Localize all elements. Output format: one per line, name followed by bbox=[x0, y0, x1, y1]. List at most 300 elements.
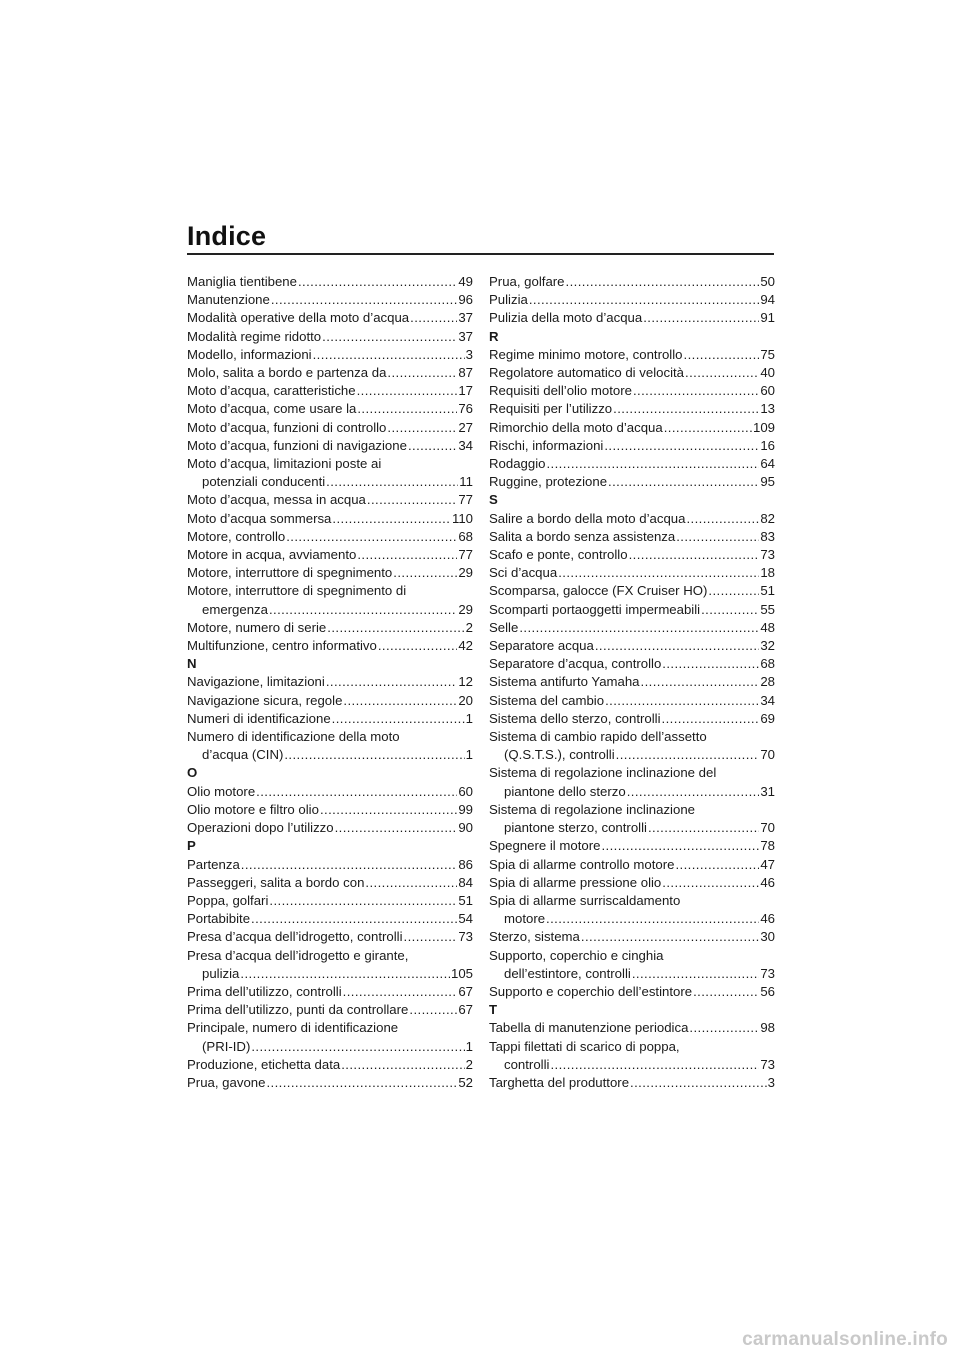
index-entry bbox=[489, 564, 775, 582]
index-page-number: 1 bbox=[465, 1038, 473, 1054]
index-page-number: 94 bbox=[760, 292, 775, 308]
index-entry bbox=[489, 419, 775, 437]
index-entry bbox=[489, 273, 775, 291]
index-page-number: 55 bbox=[760, 601, 775, 617]
index-entry-text: Separatore d’acqua, controllo bbox=[489, 656, 662, 672]
dot-leader bbox=[630, 1074, 767, 1092]
index-entry-text: motore bbox=[504, 911, 546, 927]
index-entry-text: Scafo e ponte, controllo bbox=[489, 547, 628, 563]
dot-leader bbox=[256, 783, 457, 801]
index-page-number: 77 bbox=[458, 547, 473, 563]
index-entry-text: piantone dello sterzo bbox=[504, 783, 626, 799]
index-entry bbox=[489, 382, 775, 400]
dot-leader bbox=[332, 710, 465, 728]
dot-leader bbox=[357, 382, 458, 400]
index-page-number: 73 bbox=[760, 1056, 775, 1072]
index-page-number: 73 bbox=[760, 547, 775, 563]
index-page-number: 49 bbox=[458, 274, 473, 289]
index-entry bbox=[489, 983, 775, 1001]
index-page-number: 67 bbox=[458, 983, 473, 999]
index-page-number: 70 bbox=[760, 820, 775, 836]
dot-leader bbox=[251, 910, 457, 928]
index-entry-text: Pulizia bbox=[489, 292, 528, 308]
index-page-number: 29 bbox=[458, 601, 473, 617]
index-entry-text: Targhetta del produttore bbox=[489, 1074, 630, 1090]
index-entry bbox=[187, 419, 473, 437]
index-entry-text: piantone sterzo, controlli bbox=[504, 820, 647, 836]
index-page-number: 11 bbox=[459, 474, 473, 490]
index-entry-text: Sistema di regolazione inclinazione bbox=[489, 801, 695, 817]
index-entry-text: Modalità regime ridotto bbox=[187, 328, 322, 344]
index-page-number: 83 bbox=[760, 528, 775, 544]
index-entry-text: pulizia bbox=[202, 965, 240, 981]
dot-leader bbox=[269, 892, 457, 910]
index-entry-text: Navigazione, limitazioni bbox=[187, 674, 325, 690]
index-page-number: 20 bbox=[458, 692, 473, 708]
title-rule bbox=[187, 253, 774, 255]
dot-leader bbox=[662, 874, 759, 892]
index-entry-text: Motore in acqua, avviamento bbox=[187, 547, 357, 563]
index-entry bbox=[187, 619, 473, 637]
index-page-number: 2 bbox=[465, 1056, 473, 1072]
dot-leader bbox=[326, 473, 458, 491]
index-entry-text: Tabella di manutenzione periodica bbox=[489, 1020, 689, 1036]
index-page-number: 16 bbox=[760, 437, 775, 453]
index-entry bbox=[187, 273, 473, 291]
dot-leader bbox=[322, 328, 457, 346]
dot-leader bbox=[393, 564, 457, 582]
index-entry bbox=[187, 801, 473, 819]
dot-leader bbox=[686, 510, 759, 528]
dot-leader bbox=[326, 673, 458, 691]
index-page-number: 51 bbox=[760, 583, 775, 599]
index-entry bbox=[187, 382, 473, 400]
index-entry-text: Sistema di regolazione inclinazione del bbox=[489, 765, 717, 781]
dot-leader bbox=[648, 819, 759, 837]
index-page-number: 34 bbox=[458, 437, 473, 453]
index-entry bbox=[187, 364, 473, 382]
index-entry bbox=[187, 437, 473, 455]
index-entry bbox=[187, 947, 473, 983]
index-entry bbox=[489, 928, 775, 946]
index-entry bbox=[187, 673, 473, 691]
index-entry-text: Salire a bordo della moto d’acqua bbox=[489, 510, 686, 526]
index-entry bbox=[187, 546, 473, 564]
dot-leader bbox=[627, 783, 760, 801]
dot-leader bbox=[241, 856, 458, 874]
index-page-number: 91 bbox=[760, 310, 775, 326]
index-page-number: 77 bbox=[458, 492, 473, 508]
dot-leader bbox=[633, 382, 759, 400]
index-entry bbox=[187, 510, 473, 528]
index-page-number: 52 bbox=[458, 1074, 473, 1090]
index-entry-text: Produzione, etichetta data bbox=[187, 1056, 341, 1072]
index-entry-text: Navigazione sicura, regole bbox=[187, 692, 343, 708]
index-entry-text: dell’estintore, controlli bbox=[504, 965, 631, 981]
index-entry-text: Spegnere il motore bbox=[489, 838, 601, 854]
index-letter-heading: S bbox=[489, 492, 498, 508]
index-letter-heading: R bbox=[489, 328, 499, 344]
index-entry-text: Principale, numero di identificazione bbox=[187, 1020, 399, 1036]
dot-leader bbox=[693, 983, 759, 1001]
index-entry bbox=[489, 473, 775, 491]
index-entry bbox=[489, 510, 775, 528]
index-entry bbox=[187, 400, 473, 418]
index-entry bbox=[489, 291, 775, 309]
index-page-number: 98 bbox=[760, 1020, 775, 1036]
index-entry-text: Supporto e coperchio dell’estintore bbox=[489, 983, 693, 999]
index-page-number: 105 bbox=[450, 965, 473, 981]
index-entry bbox=[187, 856, 473, 874]
index-entry bbox=[187, 491, 473, 509]
dot-leader bbox=[271, 291, 457, 309]
index-column-right bbox=[489, 273, 775, 1092]
dot-leader bbox=[387, 419, 457, 437]
index-entry-text: Rischi, informazioni bbox=[489, 437, 604, 453]
index-entry-text: Rimorchio della moto d’acqua bbox=[489, 419, 663, 435]
index-page-number: 110 bbox=[451, 510, 473, 526]
dot-leader bbox=[251, 1038, 464, 1056]
watermark: carmanualsonline.info bbox=[742, 1329, 948, 1350]
index-entry bbox=[187, 892, 473, 910]
index-page-number: 50 bbox=[760, 274, 775, 289]
dot-leader bbox=[546, 455, 759, 473]
index-page-number: 51 bbox=[458, 892, 473, 908]
index-page-number: 48 bbox=[760, 619, 775, 635]
index-entry bbox=[489, 1019, 775, 1037]
index-entry bbox=[489, 455, 775, 473]
dot-leader bbox=[662, 655, 759, 673]
dot-leader bbox=[613, 400, 759, 418]
index-entry-text: Manutenzione bbox=[187, 292, 270, 308]
dot-leader bbox=[313, 346, 465, 364]
dot-leader bbox=[664, 419, 752, 437]
index-page-number: 30 bbox=[760, 929, 775, 945]
index-entry-text: Maniglia tientibene bbox=[187, 274, 297, 289]
index-page-number: 54 bbox=[458, 911, 473, 927]
dot-leader bbox=[546, 910, 759, 928]
index-entry-text: Olio motore bbox=[187, 783, 256, 799]
index-entry-text: Modalità operative della moto d’acqua bbox=[187, 310, 410, 326]
index-entry-text: Rodaggio bbox=[489, 456, 546, 472]
index-page-number: 86 bbox=[458, 856, 473, 872]
index-entry-text: Motore, interruttore di spegnimento bbox=[187, 565, 393, 581]
index-entry bbox=[187, 328, 473, 346]
index-entry bbox=[489, 619, 775, 637]
index-page-number: 42 bbox=[458, 638, 473, 654]
dot-leader bbox=[269, 601, 457, 619]
index-entry-text: Operazioni dopo l’utilizzo bbox=[187, 820, 334, 836]
index-entry bbox=[489, 692, 775, 710]
index-page-number: 69 bbox=[760, 710, 775, 726]
index-letter-heading: N bbox=[187, 656, 197, 672]
index-entry bbox=[187, 874, 473, 892]
index-entry bbox=[187, 564, 473, 582]
index-entry bbox=[187, 1074, 473, 1092]
index-page-number: 96 bbox=[458, 292, 473, 308]
index-entry bbox=[187, 291, 473, 309]
dot-leader bbox=[357, 400, 457, 418]
index-entry-text: Requisiti dell’olio motore bbox=[489, 383, 632, 399]
index-page-number: 2 bbox=[465, 619, 473, 635]
dot-leader bbox=[685, 364, 759, 382]
dot-leader bbox=[341, 1056, 464, 1074]
index-page-number: 82 bbox=[760, 510, 775, 526]
index-entry-text: Moto d’acqua, limitazioni poste ai bbox=[187, 456, 382, 472]
dot-leader bbox=[332, 510, 451, 528]
dot-leader bbox=[629, 546, 760, 564]
index-entry-text: Supporto, coperchio e cinghia bbox=[489, 947, 664, 963]
index-page-number: 29 bbox=[458, 565, 473, 581]
index-entry-text: Regime minimo motore, controllo bbox=[489, 346, 683, 362]
dot-leader bbox=[343, 692, 457, 710]
index-entry bbox=[489, 947, 775, 983]
index-entry bbox=[489, 764, 775, 800]
index-page-number: 68 bbox=[458, 528, 473, 544]
dot-leader bbox=[684, 346, 760, 364]
dot-leader bbox=[240, 965, 450, 983]
dot-leader bbox=[701, 601, 759, 619]
index-entry bbox=[187, 309, 473, 327]
dot-leader bbox=[708, 582, 759, 600]
index-entry bbox=[187, 910, 473, 928]
index-column-left bbox=[187, 273, 473, 1092]
index-entry-text: Sistema del cambio bbox=[489, 692, 605, 708]
index-page-number: 70 bbox=[760, 747, 775, 763]
index-entry bbox=[187, 1056, 473, 1074]
dot-leader bbox=[601, 837, 759, 855]
index-entry-text: Separatore acqua bbox=[489, 638, 594, 654]
index-page-number: 28 bbox=[760, 674, 775, 690]
index-entry-text: Numero di identificazione della moto bbox=[187, 729, 400, 745]
index-entry-text: Tappi filettati di scarico di poppa, bbox=[489, 1038, 680, 1054]
index-page-number: 60 bbox=[760, 383, 775, 399]
index-entry bbox=[489, 655, 775, 673]
index-entry-text: Moto d’acqua, messa in acqua bbox=[187, 492, 366, 508]
index-page-number: 37 bbox=[458, 328, 473, 344]
index-letter-heading: O bbox=[187, 765, 198, 781]
dot-leader bbox=[581, 928, 759, 946]
index-page-number: 75 bbox=[760, 346, 775, 362]
index-entry-text: Prua, gavone bbox=[187, 1074, 266, 1090]
index-entry bbox=[489, 892, 775, 928]
index-entry-text: Portabibite bbox=[187, 911, 251, 927]
index-page-number: 64 bbox=[760, 456, 775, 472]
dot-leader bbox=[689, 1019, 759, 1037]
index-entry bbox=[187, 710, 473, 728]
index-page-number: 109 bbox=[752, 419, 775, 435]
dot-leader bbox=[404, 928, 458, 946]
index-page-number: 3 bbox=[767, 1074, 775, 1090]
index-entry-text: Prua, golfare bbox=[489, 274, 565, 289]
index-page-number: 18 bbox=[760, 565, 775, 581]
index-entry-text: Sistema di cambio rapido dell’assetto bbox=[489, 729, 707, 745]
index-page-number: 73 bbox=[458, 929, 473, 945]
index-page-number: 68 bbox=[760, 656, 775, 672]
dot-leader bbox=[632, 965, 760, 983]
index-entry bbox=[489, 728, 775, 764]
index-entry bbox=[489, 364, 775, 382]
index-entry bbox=[489, 309, 775, 327]
dot-leader bbox=[605, 692, 759, 710]
index-entry bbox=[187, 528, 473, 546]
index-entry-text: Molo, salita a bordo e partenza da bbox=[187, 365, 387, 381]
index-entry bbox=[489, 856, 775, 874]
dot-leader bbox=[367, 491, 457, 509]
page-title: Indice bbox=[187, 221, 267, 251]
index-entry bbox=[489, 837, 775, 855]
index-entry bbox=[489, 874, 775, 892]
index-entry-text: Multifunzione, centro informativo bbox=[187, 638, 377, 654]
index-entry bbox=[489, 528, 775, 546]
index-entry-text: d’acqua (CIN) bbox=[202, 747, 284, 763]
index-entry-text: (Q.S.T.S.), controlli bbox=[504, 747, 615, 763]
index-entry-text: Prima dell’utilizzo, controlli bbox=[187, 983, 342, 999]
index-entry-text: Moto d’acqua, funzioni di navigazione bbox=[187, 437, 407, 453]
dot-leader bbox=[529, 291, 759, 309]
dot-leader bbox=[675, 856, 759, 874]
index-page-number: 47 bbox=[760, 856, 775, 872]
index-entry bbox=[489, 601, 775, 619]
index-page-number: 56 bbox=[760, 983, 775, 999]
dot-leader bbox=[550, 1056, 759, 1074]
index-entry-text: emergenza bbox=[202, 601, 268, 617]
index-entry bbox=[187, 1019, 473, 1055]
dot-leader bbox=[566, 273, 760, 291]
index-entry bbox=[187, 983, 473, 1001]
index-entry-text: Requisiti per l’utilizzo bbox=[489, 401, 613, 417]
index-page-number: 67 bbox=[458, 1002, 473, 1018]
index-entry-text: Moto d’acqua, funzioni di controllo bbox=[187, 419, 387, 435]
dot-leader bbox=[519, 619, 759, 637]
index-entry bbox=[187, 819, 473, 837]
index-entry-text: Moto d’acqua sommersa bbox=[187, 510, 332, 526]
index-page-number: 87 bbox=[458, 365, 473, 381]
index-entry-text: Partenza bbox=[187, 856, 240, 872]
dot-leader bbox=[387, 364, 457, 382]
index-page-number: 37 bbox=[458, 310, 473, 326]
dot-leader bbox=[357, 546, 457, 564]
index-entry bbox=[489, 400, 775, 418]
index-entry-text: Spia di allarme pressione olio bbox=[489, 874, 662, 890]
dot-leader bbox=[378, 637, 457, 655]
dot-leader bbox=[335, 819, 458, 837]
index-page-number: 46 bbox=[760, 874, 775, 890]
index-page-number: 95 bbox=[760, 474, 775, 490]
index-entry-text: Pulizia della moto d’acqua bbox=[489, 310, 643, 326]
index-page-number: 40 bbox=[760, 365, 775, 381]
index-page-number: 78 bbox=[760, 838, 775, 854]
index-entry-text: Selle bbox=[489, 619, 519, 635]
index-entry-text: Sistema dello sterzo, controlli bbox=[489, 710, 661, 726]
index-entry-text: Spia di allarme controllo motore bbox=[489, 856, 675, 872]
index-entry bbox=[187, 455, 473, 491]
index-page-number: 1 bbox=[465, 747, 473, 763]
index-entry-text: Olio motore e filtro olio bbox=[187, 801, 319, 817]
index-entry-text: Spia di allarme surriscaldamento bbox=[489, 892, 681, 908]
index-page-number: 60 bbox=[458, 783, 473, 799]
dot-leader bbox=[608, 473, 759, 491]
index-entry bbox=[187, 728, 473, 764]
dot-leader bbox=[616, 746, 760, 764]
index-entry-text: (PRI-ID) bbox=[202, 1038, 251, 1054]
index-page-number: 84 bbox=[458, 874, 473, 890]
index-entry-text: Numeri di identificazione bbox=[187, 710, 331, 726]
dot-leader bbox=[643, 309, 759, 327]
dot-leader bbox=[641, 673, 760, 691]
index-entry-text: Passeggeri, salita a bordo con bbox=[187, 874, 365, 890]
dot-leader bbox=[343, 983, 458, 1001]
index-entry bbox=[489, 801, 775, 837]
index-entry bbox=[489, 582, 775, 600]
index-letter-heading: P bbox=[187, 838, 196, 854]
index-entry-text: potenziali conducenti bbox=[202, 474, 326, 490]
index-entry bbox=[489, 710, 775, 728]
dot-leader bbox=[266, 1074, 457, 1092]
index-entry-text: Scomparsa, galocce (FX Cruiser HO) bbox=[489, 583, 708, 599]
index-page-number: 17 bbox=[458, 383, 473, 399]
index-entry bbox=[489, 1038, 775, 1074]
index-page-number: 3 bbox=[465, 346, 473, 362]
index-entry-text: Presa d’acqua dell’idrogetto, controlli bbox=[187, 929, 403, 945]
index-entry-text: Salita a bordo senza assistenza bbox=[489, 528, 676, 544]
dot-leader bbox=[409, 1001, 457, 1019]
index-entry bbox=[489, 1074, 775, 1092]
dot-leader bbox=[408, 437, 457, 455]
index-page-number: 13 bbox=[760, 401, 775, 417]
index-entry bbox=[489, 673, 775, 691]
dot-leader bbox=[410, 309, 457, 327]
dot-leader bbox=[284, 746, 464, 764]
index-entry bbox=[489, 546, 775, 564]
index-entry bbox=[187, 582, 473, 618]
dot-leader bbox=[327, 619, 464, 637]
index-entry-text: Sistema antifurto Yamaha bbox=[489, 674, 640, 690]
index-entry bbox=[187, 928, 473, 946]
index-entry-text: Sterzo, sistema bbox=[489, 929, 580, 945]
index-entry-text: controlli bbox=[504, 1056, 550, 1072]
index-page-number: 12 bbox=[458, 674, 473, 690]
dot-leader bbox=[662, 710, 760, 728]
index-entry bbox=[187, 1001, 473, 1019]
dot-leader bbox=[320, 801, 457, 819]
index-entry-text: Moto d’acqua, come usare la bbox=[187, 401, 357, 417]
index-entry-text: Motore, controllo bbox=[187, 528, 286, 544]
index-entry-text: Moto d’acqua, caratteristiche bbox=[187, 383, 356, 399]
dot-leader bbox=[298, 273, 457, 291]
index-page-number: 90 bbox=[458, 820, 473, 836]
index-page-number: 1 bbox=[465, 710, 473, 726]
index-entry-text: Modello, informazioni bbox=[187, 346, 312, 362]
index-entry bbox=[187, 346, 473, 364]
index-entry-text: Poppa, golfari bbox=[187, 892, 269, 908]
index-entry-text: Prima dell’utilizzo, punti da controllare bbox=[187, 1002, 409, 1018]
dot-leader bbox=[604, 437, 759, 455]
index-entry bbox=[489, 637, 775, 655]
index-page-number: 31 bbox=[760, 783, 775, 799]
index-page-number: 73 bbox=[760, 965, 775, 981]
index-page-number: 99 bbox=[458, 801, 473, 817]
index-entry bbox=[187, 783, 473, 801]
index-page-number: 46 bbox=[760, 911, 775, 927]
dot-leader bbox=[558, 564, 759, 582]
index-entry bbox=[187, 692, 473, 710]
index-entry-text: Presa d’acqua dell’idrogetto e girante, bbox=[187, 947, 409, 963]
index-letter-heading: T bbox=[489, 1002, 498, 1018]
dot-leader bbox=[595, 637, 759, 655]
index-entry-text: Motore, interruttore di spegnimento di bbox=[187, 583, 407, 599]
index-page-number: 27 bbox=[458, 419, 473, 435]
